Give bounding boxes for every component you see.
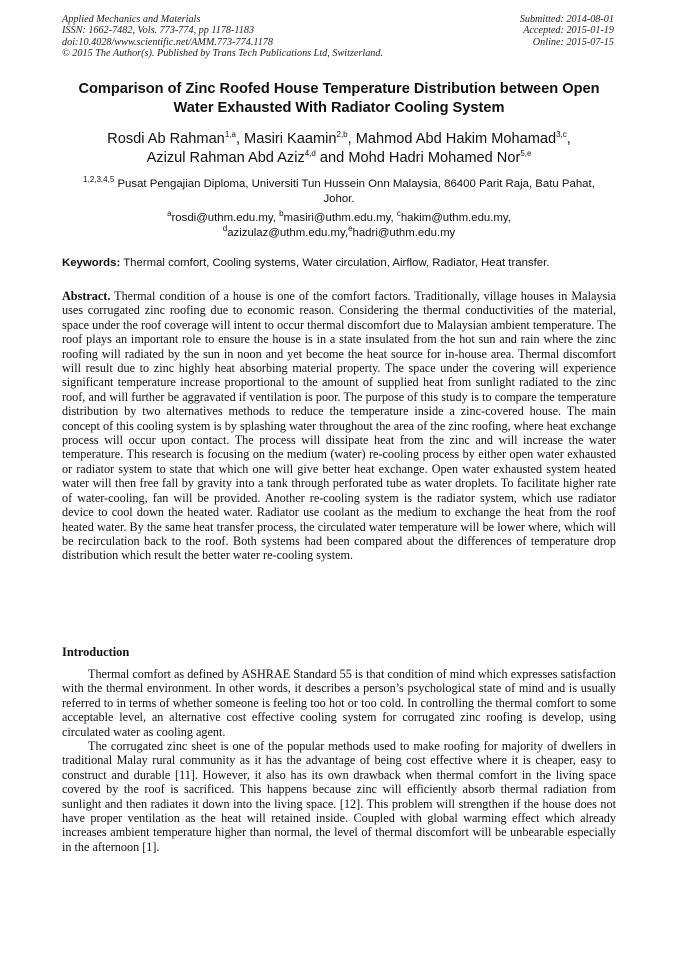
author-affiliation-marker: 4,d — [304, 149, 316, 159]
email-marker: e — [348, 223, 353, 233]
keywords-text: Thermal comfort, Cooling systems, Water circulation, Airflow, Radiator, Heat transfer. — [120, 257, 550, 269]
author-separator: , — [566, 131, 571, 147]
author-name: Rosdi Ab Rahman — [107, 131, 225, 147]
doi-line: doi:10.4028/www.scientific.net/AMM.773-774.1178 — [62, 36, 273, 48]
email-marker: c — [396, 209, 401, 219]
author-affiliation-marker: 5,e — [520, 149, 532, 159]
affiliation-text: Pusat Pengajian Diploma, Universiti Tun Hussein Onn Malaysia, 86400 Parit Raja, Batu Pahat, Johor. — [114, 178, 595, 205]
copyright-line: © 2015 The Author(s). Published by Trans Tech Publications Ltd, Switzerland. — [62, 48, 384, 60]
author-separator: , — [347, 131, 356, 147]
email-list — [62, 211, 616, 240]
author-affiliation-marker: 2,b — [336, 130, 348, 140]
journal-name: Applied Mechanics and Materials — [62, 14, 201, 25]
submitted-date: Submitted: 2014-08-01 — [519, 14, 614, 25]
email-marker: b — [279, 209, 284, 219]
email-address: rosdi@uthm.edu.my, — [171, 212, 280, 224]
abstract-label: Abstract. — [62, 289, 111, 303]
introduction-paragraph: Thermal comfort as defined by ASHRAE Standard 55 is that condition of mind which expresses satisfaction with the thermal environment. In other words, it describes a person’s psychological state of mind and is usually referred to in terms of whether someone is feeling too hot or too cold. In controlling the thermal comfort to some acceptable level, an alternative cost effective cooling system for corrugated zinc roofing is develop, using circulated water as cooling agent. — [62, 667, 616, 739]
email-marker: a — [167, 209, 172, 219]
author-affiliation-marker: 3,c — [556, 130, 567, 140]
email-marker: d — [222, 223, 228, 233]
introduction-paragraph: The corrugated zinc sheet is one of the popular methods used to make roofing for majority of dwellers in traditional Malay rural community as it has the advantage of being cost effective where it is cheaper, easy to construct and durable [11]. However, it also has its own drawback when thermal comfort in the living space covered by the roof is sacrificed. This happens because zinc will efficiently absorb thermal radiation from sunlight and then radiates it down into the living space. [12]. This problem will strengthen if the house does not have proper ventilation as the heat will retained inside. Coupled with global warming effect which already increases ambient temperature higher than normal, the level of thermal discomfort will be unbearable especially in the afternoon [1]. — [62, 739, 616, 854]
author-name: Mohd Hadri Mohamed Nor — [348, 150, 521, 166]
affiliation-marker: 1,2,3,4,5 — [83, 175, 115, 185]
email-address: azizulaz@uthm.edu.my, — [227, 226, 349, 239]
author-list — [62, 130, 616, 168]
affiliation — [70, 177, 608, 206]
author-name: Mahmod Abd Hakim Mohamad — [355, 131, 557, 147]
abstract — [62, 289, 616, 563]
accepted-date: Accepted: 2015-01-19 — [523, 25, 614, 37]
issn-line: ISSN: 1662-7482, Vols. 773-774, pp 1178-1183 — [62, 25, 255, 37]
author-separator: and — [315, 150, 349, 166]
journal-header — [62, 14, 383, 60]
author-separator: , — [235, 131, 245, 147]
abstract-text: Thermal condition of a house is one of the comfort factors. Traditionally, village houses in Malaysia uses corrugated zinc roofing due to economic reason. Considering the thermal conductivities of the material, space under the roof coverage will intent to occur thermal discomfort due to Malaysian ambient temperature. The roof plays an important role to ensure the house is in a state insulated from the hot sun and rain where the zinc roofing will radiated by the sun in noon and yet become the heat source for in-house area. Thermal discomfort will result due to zinc highly heat absorbing material property. The space under the covering will experience significant temperature increase proportional to the amount of supplied heat from sunlight radiated to the zinc roof, and will further be aggravated if ventilation is poor. The purpose of this study is to compare the temperature distribution by two alternatives methods to reduce the temperature inside a zinc-covered house. The main concept of this cooling system is by splashing water throughout the area of the zinc roofing, where heat exchange process will occur upon contact. The process will dissipate heat from the zinc and will increase the water temperature. This research is focusing on the medium (water) re-cooling process by either open water exhausted or radiator system to state that which one will give better heat exchange. Open water exhausted system heated water will then free fall by gravity into a tank through perforated tube as water droplets. To facilitate higher rate of water-cooling, fan will be provided. Another re-cooling system is the radiator system, which use radiator device to cool down the heated water. Radiator use coolant as the medium to exchange the heat from the roof heated water. By the same heat transfer process, the circulated water temperature will be lower where, which will be recirculation back to the roof. Both systems had been compared about the differences of temperature drop distribution which result the better water re-cooling system. — [62, 289, 616, 563]
author-name: Masiri Kaamin — [244, 131, 337, 147]
author-name: Azizul Rahman Abd Aziz — [146, 150, 305, 166]
keywords-line — [62, 256, 616, 270]
email-address: hakim@uthm.edu.my, — [400, 212, 511, 224]
email-address: hadri@uthm.edu.my — [352, 226, 456, 239]
email-address: masiri@uthm.edu.my, — [283, 212, 397, 224]
keywords-label: Keywords: — [62, 257, 121, 269]
paper-title: Comparison of Zinc Roofed House Temperature Distribution between Open Water Exhausted With Radiator Cooling System — [78, 81, 600, 116]
introduction-heading: Introduction — [62, 645, 130, 659]
author-affiliation-marker: 1,a — [224, 130, 236, 140]
online-date: Online: 2015-07-15 — [532, 36, 614, 48]
introduction-body — [62, 667, 616, 854]
dates-header — [520, 14, 614, 48]
